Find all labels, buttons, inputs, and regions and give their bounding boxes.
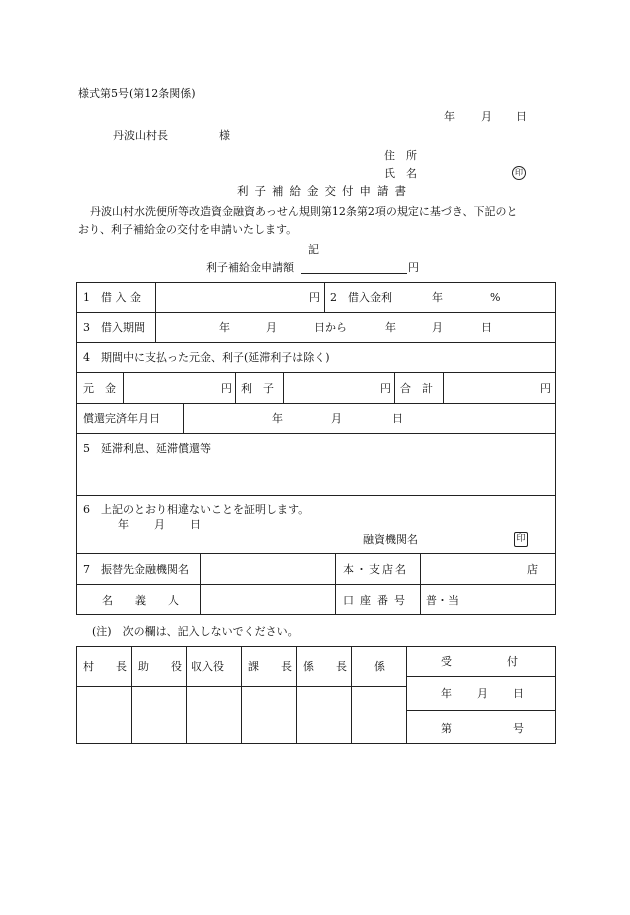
row-divider bbox=[76, 312, 556, 313]
addressee: 丹波山村長 bbox=[113, 129, 168, 142]
period-start-year: 年 bbox=[219, 321, 230, 334]
col-divider bbox=[443, 372, 444, 403]
col-divider bbox=[335, 553, 336, 615]
repayment-date-label: 償還完済年月日 bbox=[83, 412, 160, 425]
col-divider bbox=[324, 282, 325, 312]
loan-period-label: 3 借入期間 bbox=[83, 321, 145, 334]
body-line-1: 丹波山村水洗便所等改造資金融資あっせん規則第12条第2項の規定に基づき、下記のと bbox=[90, 205, 518, 218]
cert-year: 年 bbox=[118, 518, 129, 531]
transfer-bank-label: 7 振替先金融機関名 bbox=[83, 563, 189, 576]
col-divider bbox=[296, 646, 297, 744]
seal-mark: 印 bbox=[512, 166, 526, 180]
col-divider bbox=[420, 553, 421, 615]
account-number-label: 口座番号 bbox=[343, 594, 411, 607]
reception-year: 年 bbox=[441, 687, 452, 700]
lender-name-label: 融資機関名 bbox=[363, 533, 418, 546]
account-holder-label: 名 義 人 bbox=[102, 594, 179, 607]
loan-amount-yen: 円 bbox=[309, 291, 320, 304]
col-divider bbox=[235, 372, 236, 403]
body-line-2: おり、利子補給金の交付を申請いたします。 bbox=[78, 223, 298, 236]
interest-label: 利 子 bbox=[241, 382, 274, 395]
row-divider bbox=[76, 403, 556, 404]
certification-label: 6 上記のとおり相違ないことを証明します。 bbox=[83, 503, 310, 516]
col-divider bbox=[406, 646, 407, 744]
amount-label: 利子補給金申請額 bbox=[206, 261, 294, 274]
col-divider bbox=[283, 372, 284, 403]
loan-rate-percent: % bbox=[490, 291, 501, 304]
cert-month: 月 bbox=[154, 518, 165, 531]
date-year: 年 bbox=[444, 110, 455, 123]
branch-label: 本・支店名 bbox=[343, 563, 408, 576]
row-divider bbox=[76, 553, 556, 554]
principal-label: 元 金 bbox=[83, 382, 116, 395]
row-divider bbox=[76, 372, 556, 373]
col-divider bbox=[155, 312, 156, 342]
period-start-day: 日から bbox=[314, 321, 347, 334]
header-subsection-chief: 係 長 bbox=[303, 660, 347, 673]
header-deputy: 助 役 bbox=[138, 660, 182, 673]
col-divider bbox=[155, 282, 156, 312]
period-end-day: 日 bbox=[481, 321, 492, 334]
total-label: 合 計 bbox=[400, 382, 433, 395]
header-treasurer: 収入役 bbox=[191, 660, 224, 673]
name-label: 氏 名 bbox=[384, 167, 417, 180]
cert-day: 日 bbox=[190, 518, 201, 531]
note: (注) 次の欄は、記入しないでください。 bbox=[92, 625, 299, 638]
header-section-chief: 課 長 bbox=[248, 660, 292, 673]
period-start-month: 月 bbox=[266, 321, 277, 334]
total-yen: 円 bbox=[540, 382, 551, 395]
col-divider bbox=[186, 646, 187, 744]
header-village-head: 村 長 bbox=[83, 660, 127, 673]
col-divider bbox=[131, 646, 132, 744]
col-divider bbox=[183, 403, 184, 433]
account-type: 普・当 bbox=[426, 594, 459, 607]
row-divider bbox=[406, 710, 556, 711]
loan-amount-label: 1 借 入 金 bbox=[83, 291, 141, 304]
interest-yen: 円 bbox=[380, 382, 391, 395]
paid-amounts-label: 4 期間中に支払った元金、利子(延滞利子は除く) bbox=[83, 351, 330, 364]
reception-day: 日 bbox=[513, 687, 524, 700]
col-divider bbox=[200, 553, 201, 615]
document-title: 利子補給金交付申請書 bbox=[237, 184, 412, 198]
form-number: 様式第5号(第12条関係) bbox=[78, 87, 196, 100]
row-divider bbox=[76, 342, 556, 343]
loan-rate-year: 年 bbox=[432, 291, 443, 304]
col-divider bbox=[241, 646, 242, 744]
row-divider bbox=[76, 433, 556, 434]
ki-label: 記 bbox=[308, 243, 319, 256]
branch-suffix: 店 bbox=[527, 563, 538, 576]
col-divider bbox=[394, 372, 395, 403]
date-day: 日 bbox=[516, 110, 527, 123]
row-divider bbox=[76, 584, 556, 585]
row-divider bbox=[406, 676, 556, 677]
repayment-month: 月 bbox=[331, 412, 342, 425]
arrears-label: 5 延滞利息、延滞償還等 bbox=[83, 442, 211, 455]
reception-number-suffix: 号 bbox=[513, 722, 524, 735]
loan-rate-label: 2 借入金利 bbox=[330, 291, 392, 304]
date-month: 月 bbox=[481, 110, 492, 123]
col-divider bbox=[351, 646, 352, 744]
reception-label: 受 付 bbox=[441, 655, 518, 668]
address-label: 住 所 bbox=[384, 149, 417, 162]
col-divider bbox=[123, 372, 124, 403]
amount-yen: 円 bbox=[408, 261, 419, 274]
lender-seal: 印 bbox=[514, 532, 528, 547]
repayment-year: 年 bbox=[272, 412, 283, 425]
amount-underline bbox=[301, 273, 407, 274]
period-end-month: 月 bbox=[432, 321, 443, 334]
header-clerk: 係 bbox=[374, 660, 385, 673]
addressee-honorific: 様 bbox=[219, 129, 230, 142]
principal-yen: 円 bbox=[221, 382, 232, 395]
repayment-day: 日 bbox=[392, 412, 403, 425]
reception-month: 月 bbox=[477, 687, 488, 700]
row-divider bbox=[76, 495, 556, 496]
reception-number-prefix: 第 bbox=[441, 722, 452, 735]
period-end-year: 年 bbox=[385, 321, 396, 334]
